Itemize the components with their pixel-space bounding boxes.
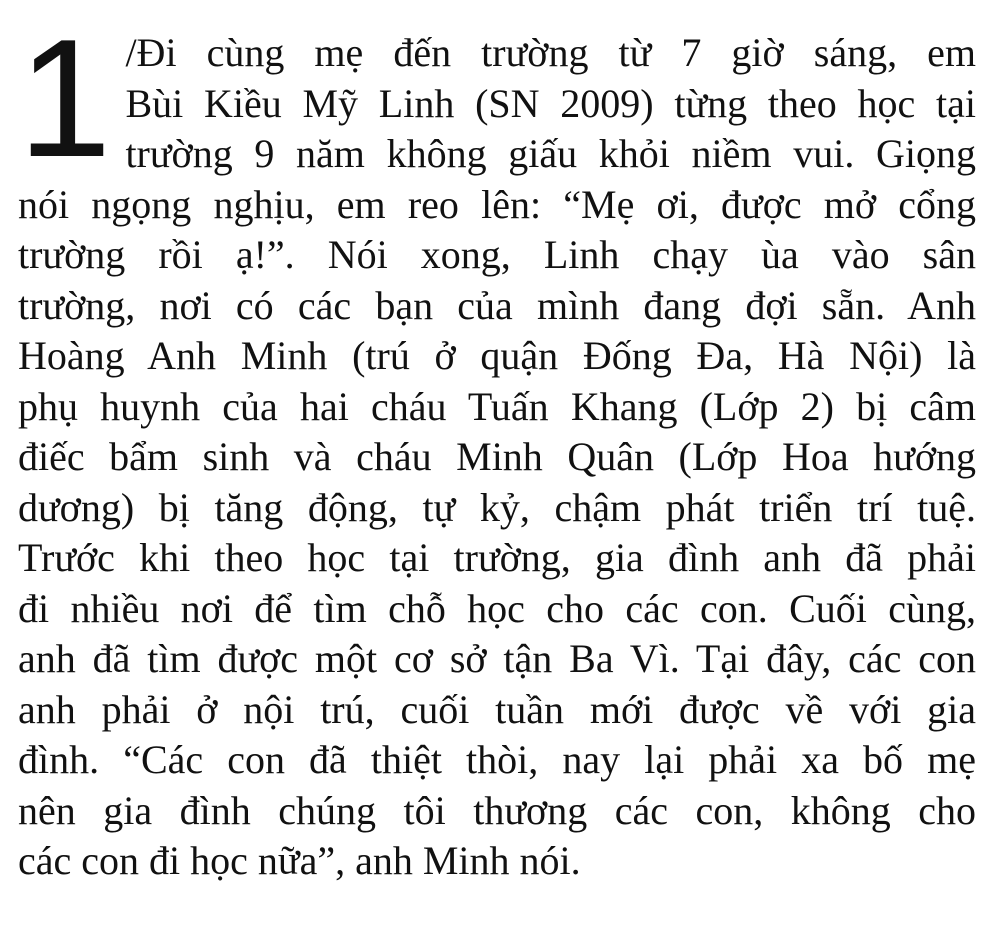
text-line: anh đã tìm được một cơ sở tận Ba Vì. Tại đây, các con — [18, 636, 976, 681]
text-line: dương) bị tăng động, tự kỷ, chậm phát triển trí tuệ. — [18, 484, 976, 530]
text-line: Hoàng Anh Minh (trú ở quận Đống Đa, Hà Nội) là — [18, 333, 976, 378]
text-line: đi nhiều nơi để tìm chỗ học cho các con. Cuối cùng, — [18, 585, 976, 631]
text-line: nên gia đình chúng tôi thương các con, không cho — [18, 787, 976, 833]
text-line: Trước khi theo học tại trường, gia đình anh đã phải — [18, 535, 976, 580]
text-line: trường, nơi có các bạn của mình đang đợi sẵn. Anh — [18, 282, 976, 328]
text-line: anh phải ở nội trú, cuối tuần mới được về với gia — [18, 686, 976, 732]
text-line: phụ huynh của hai cháu Tuấn Khang (Lớp 2) bị câm — [18, 383, 976, 429]
text-line: các con đi học nữa”, anh Minh nói. — [18, 838, 581, 883]
text-line: trường rồi ạ!”. Nói xong, Linh chạy ùa vào sân — [18, 232, 976, 277]
text-line: /Đi cùng mẹ đến trường từ 7 giờ sáng, em — [125, 30, 976, 75]
drop-cap: 1 — [18, 4, 112, 192]
text-line: Bùi Kiều Mỹ Linh (SN 2009) từng theo học tại — [125, 80, 976, 126]
text-line: điếc bẩm sinh và cháu Minh Quân (Lớp Hoa hướng — [18, 434, 976, 479]
text-line: trường 9 năm không giấu khỏi niềm vui. Giọng — [125, 131, 976, 176]
article-body — [18, 4, 976, 887]
text-line: đình. “Các con đã thiệt thòi, nay lại phải xa bố mẹ — [18, 737, 976, 782]
text-line: nói ngọng nghịu, em reo lên: “Mẹ ơi, được mở cổng — [18, 181, 976, 227]
